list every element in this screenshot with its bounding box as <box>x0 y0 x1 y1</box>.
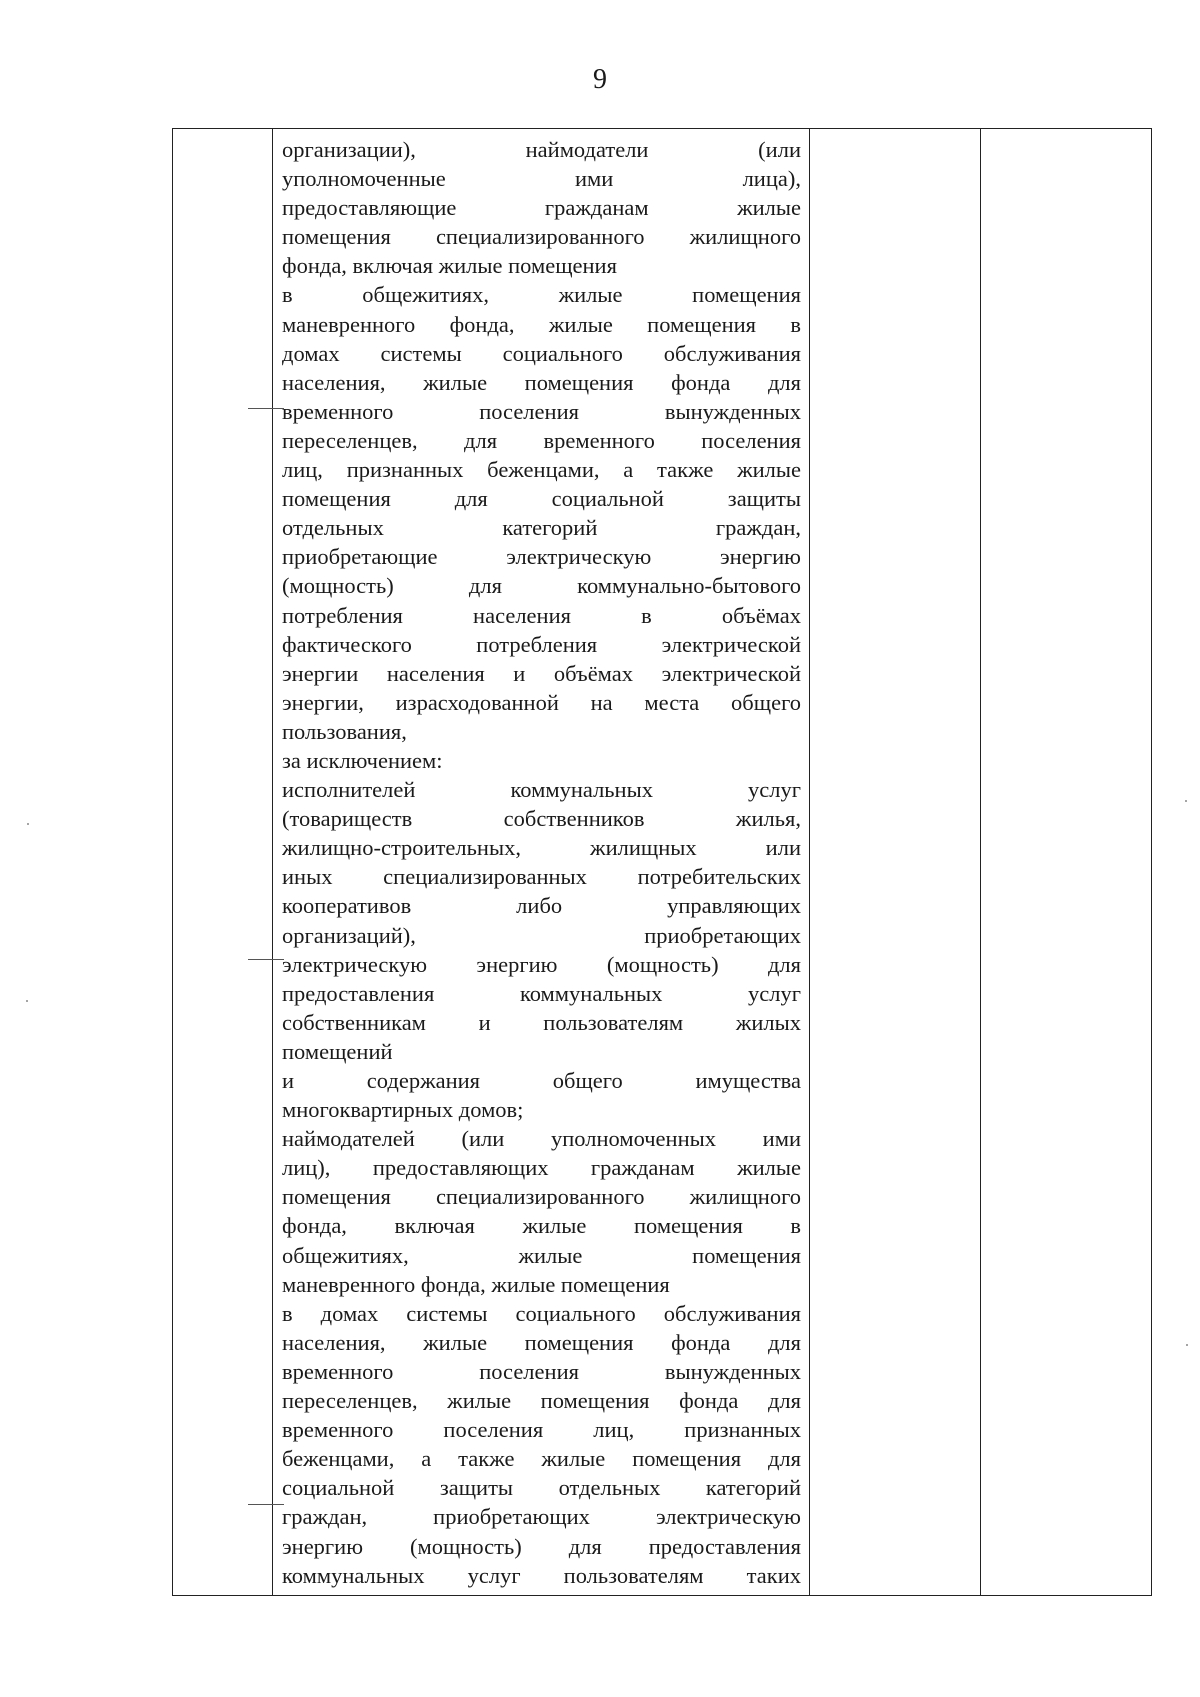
text-line: маневренного фонда, жилые помещения <box>282 1271 670 1297</box>
page-number: 9 <box>593 64 607 95</box>
text-line: общежитиях, жилые помещения <box>282 1242 801 1268</box>
text-line: (товариществ собственников жилья, <box>282 806 801 832</box>
text-line: лиц), предоставляющих гражданам жилые <box>282 1155 801 1181</box>
text-line: помещений <box>282 1038 393 1064</box>
text-line: многоквартирных домов; <box>282 1097 524 1123</box>
margin-mark <box>248 959 284 960</box>
text-line: за исключением: <box>282 747 443 773</box>
text-line: жилищно-строительных, жилищных или <box>282 835 801 861</box>
text-line: граждан, приобретающих электрическую <box>282 1504 801 1530</box>
text-line: помещения специализированного жилищного <box>282 224 801 250</box>
text-line: собственникам и пользователям жилых <box>282 1009 801 1035</box>
text-line: домах системы социального обслуживания <box>282 340 801 366</box>
text-line: отдельных категорий граждан, <box>282 515 801 541</box>
text-line: коммунальных услуг пользователям таких <box>282 1562 801 1588</box>
text-line: населения, жилые помещения фонда для <box>282 1329 801 1355</box>
text-line: переселенцев, для временного поселения <box>282 427 801 453</box>
text-line: иных специализированных потребительских <box>282 864 801 890</box>
text-line: энергии населения и объёмах электрической <box>282 660 801 686</box>
text-line: переселенцев, жилые помещения фонда для <box>282 1388 801 1414</box>
text-line: фонда, включая жилые помещения <box>282 253 617 279</box>
margin-mark <box>248 408 284 409</box>
table-column-2-text <box>273 129 810 1595</box>
text-line: энергию (мощность) для предоставления <box>282 1533 801 1559</box>
text-line: маневренного фонда, жилые помещения в <box>282 311 801 337</box>
text-line: фонда, включая жилые помещения в <box>282 1213 801 1239</box>
text-line: предоставляющие гражданам жилые <box>282 195 801 221</box>
text-line: электрическую энергию (мощность) для <box>282 951 801 977</box>
scan-speck <box>26 1000 28 1002</box>
text-line: населения, жилые помещения фонда для <box>282 369 801 395</box>
text-line: фактического потребления электрической <box>282 631 801 657</box>
text-line: уполномоченные ими лица), <box>282 166 801 192</box>
scan-speck <box>1186 1344 1188 1346</box>
text-line: пользования, <box>282 718 407 744</box>
table-column-4 <box>981 129 1151 1595</box>
text-line: в общежитиях, жилые помещения <box>282 282 801 308</box>
table-column-3 <box>810 129 981 1595</box>
text-line: помещения для социальной защиты <box>282 486 801 512</box>
text-line: временного поселения лиц, признанных <box>282 1417 801 1443</box>
text-line: помещения специализированного жилищного <box>282 1184 801 1210</box>
text-line: (мощность) для коммунально-бытового <box>282 573 801 599</box>
text-line: лиц, признанных беженцами, а также жилые <box>282 457 801 483</box>
text-line: в домах системы социального обслуживания <box>282 1300 801 1326</box>
text-line: энергии, израсходованной на места общего <box>282 689 801 715</box>
text-line: организаций), приобретающих <box>282 922 801 948</box>
margin-mark <box>248 1504 284 1505</box>
text-line: предоставления коммунальных услуг <box>282 980 801 1006</box>
scan-speck <box>27 823 29 825</box>
text-line: приобретающие электрическую энергию <box>282 544 801 570</box>
document-table <box>172 128 1152 1596</box>
text-line: кооперативов либо управляющих <box>282 893 801 919</box>
text-line: исполнителей коммунальных услуг <box>282 777 801 803</box>
text-line: и содержания общего имущества <box>282 1068 801 1093</box>
text-line: временного поселения вынужденных <box>282 1358 801 1384</box>
text-line: социальной защиты отдельных категорий <box>282 1475 801 1501</box>
scan-speck <box>1185 800 1187 802</box>
text-line: временного поселения вынужденных <box>282 398 801 424</box>
text-line: беженцами, а также жилые помещения для <box>282 1446 801 1472</box>
text-line: наймодателей (или уполномоченных ими <box>282 1126 801 1152</box>
text-line: организации), наймодатели (или <box>282 137 801 162</box>
text-line: потребления населения в объёмах <box>282 602 801 628</box>
table-column-1 <box>173 129 273 1595</box>
